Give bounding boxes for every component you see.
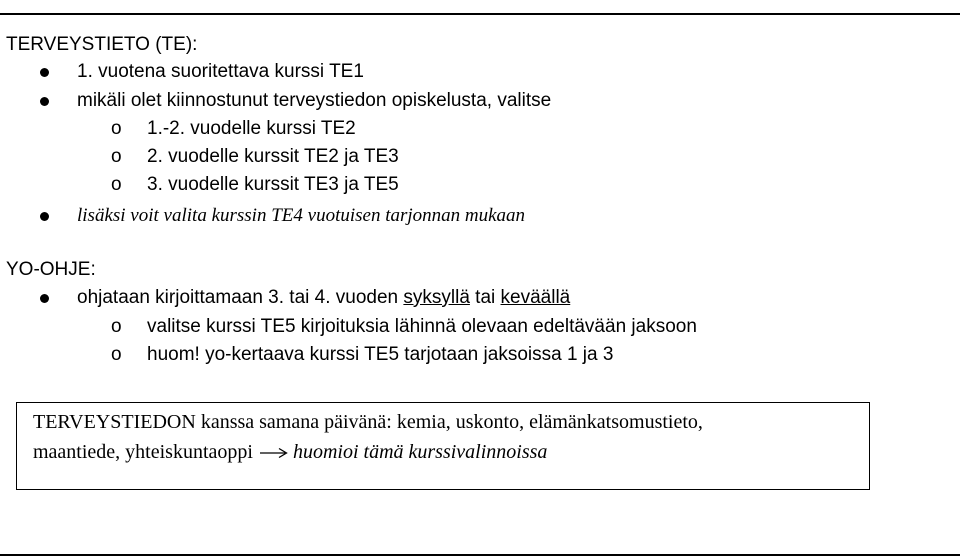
- sub-list-item: 1.-2. vuodelle kurssi TE2: [147, 118, 356, 139]
- sub-bullet-marker: o: [111, 146, 122, 167]
- list-item: mikäli olet kiinnostunut terveystiedon opiskelusta, valitse: [77, 90, 552, 111]
- sub-list-item: valitse kurssi TE5 kirjoituksia lähinnä olevaan edeltävään jaksoon: [147, 316, 697, 337]
- sub-bullet-marker: o: [111, 344, 122, 365]
- sub-bullet-marker: o: [111, 118, 122, 139]
- sub-list-item: huom! yo-kertaava kurssi TE5 tarjotaan jaksoissa 1 ja 3: [147, 344, 614, 365]
- bullet-icon: [40, 294, 49, 303]
- note-line: TERVEYSTIEDON kanssa samana päivänä: kemia, uskonto, elämänkatsomustieto,: [33, 411, 703, 433]
- bullet-icon: [40, 212, 49, 221]
- section-heading-terveystieto: TERVEYSTIETO (TE):: [6, 34, 198, 55]
- note-text: maantiede, yhteiskuntaoppi: [33, 441, 253, 463]
- bullet-icon: [40, 97, 49, 106]
- list-item: 1. vuotena suoritettava kurssi TE1: [77, 61, 364, 82]
- sub-bullet-marker: o: [111, 174, 122, 195]
- underlined-term-autumn: syksyllä: [403, 287, 470, 308]
- list-item: lisäksi voit valita kurssin TE4 vuotuisen tarjonnan mukaan: [77, 205, 526, 226]
- sub-list-item: 3. vuodelle kurssit TE3 ja TE5: [147, 174, 399, 195]
- section-heading-yo-ohje: YO-OHJE:: [6, 259, 96, 280]
- bottom-rule: [0, 554, 960, 556]
- note-box: [16, 402, 870, 490]
- sub-list-item: 2. vuodelle kurssit TE2 ja TE3: [147, 146, 399, 167]
- underlined-term-spring: keväällä: [500, 287, 571, 308]
- bullet-icon: [40, 68, 49, 77]
- list-item-text: ohjataan kirjoittamaan 3. tai 4. vuoden: [77, 287, 404, 308]
- sub-bullet-marker: o: [111, 316, 122, 337]
- top-rule: [0, 13, 960, 15]
- note-line: [33, 440, 547, 465]
- list-item-text: tai: [469, 287, 501, 308]
- list-item: [77, 287, 570, 309]
- note-emphasis: huomioi tämä kurssivalinnoissa: [292, 441, 548, 463]
- right-arrow-icon: [259, 441, 289, 465]
